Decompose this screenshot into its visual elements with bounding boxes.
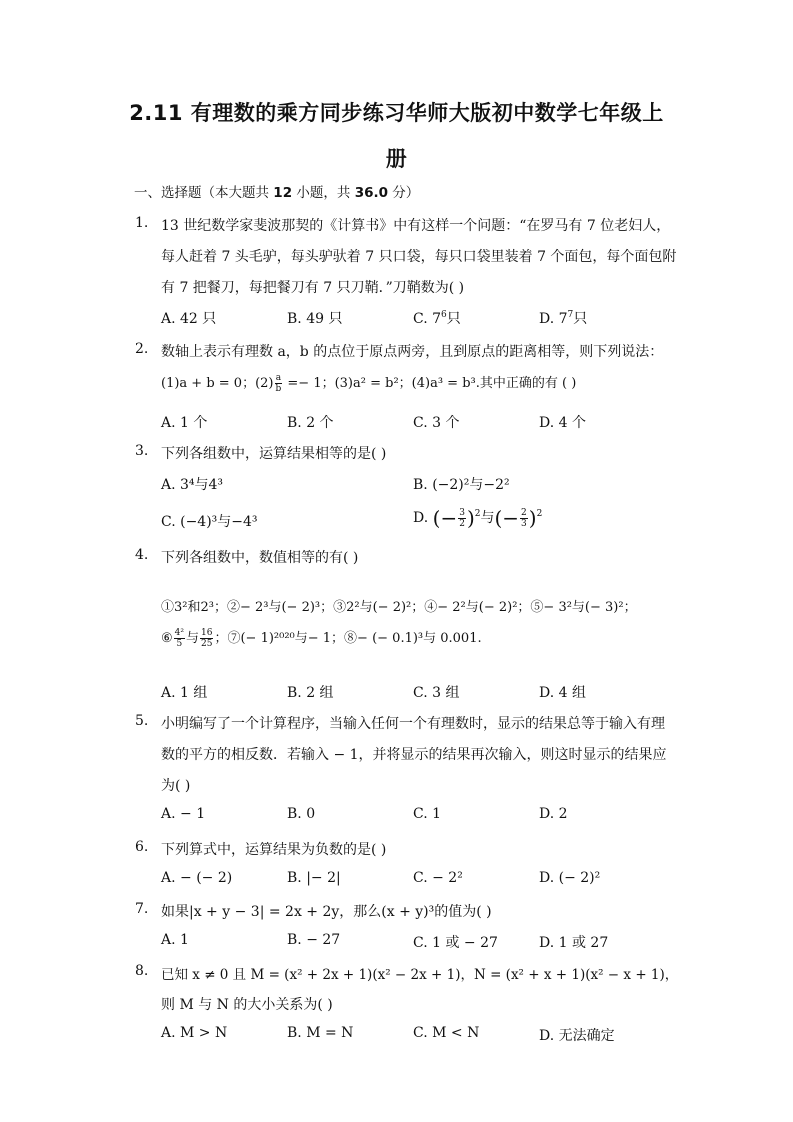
option-b: B. |− 2| [287, 870, 341, 886]
option-a: A. − 1 [161, 806, 206, 822]
question-count: 12 [273, 185, 293, 201]
option-a: A. 42 只 [161, 311, 217, 327]
option-d-label: D. [413, 510, 433, 526]
option-d: D. 4 组 [539, 685, 586, 701]
question-number: 4. [135, 547, 149, 563]
option-c: C. 1 或 − 27 [413, 935, 498, 951]
question-text-line: 有 7 把餐刀，每把餐刀有 7 只刀鞘．”刀鞘数为( ) [161, 280, 465, 296]
fraction-numerator: 3 [459, 507, 465, 518]
question-text-line: 下列各组数中，数值相等的有( ) [161, 550, 359, 566]
option-c: C. − 2² [413, 870, 463, 886]
option-d: D. 无法确定 [539, 1028, 615, 1044]
statement-4: (4)a³ = b³. [411, 376, 480, 391]
question-text-line: 每人赶着 7 头毛驴，每头驴驮着 7 只口袋，每只口袋里装着 7 个面包，每个面包附 [161, 249, 677, 265]
fraction-4sq-over-5 [174, 628, 185, 649]
statement-1: (1)a + b = 0； [161, 376, 256, 391]
section-heading [134, 181, 419, 201]
fraction-denominator: 25 [201, 639, 213, 649]
option-d [539, 308, 587, 328]
fraction-numerator: 2 [521, 507, 527, 518]
question-text-line: 为( ) [161, 778, 191, 794]
section-middle: 小题，共 [292, 185, 355, 201]
question-text-line: 已知 x ≠ 0 且 M = (x² + 2x + 1)(x² − 2x + 1)，N = (x² + x + 1)(x² − x + 1)， [161, 967, 679, 983]
option-d-exponent: 7 [567, 310, 574, 320]
option-c-unit: 只 [446, 311, 461, 327]
option-c: C. (−4)³与−4³ [161, 514, 258, 530]
question-number: 6. [135, 839, 149, 855]
option-d: D. 2 [539, 806, 568, 822]
question-number: 7. [135, 901, 149, 917]
option-b: B. 49 只 [287, 311, 343, 327]
question-text-line: 数轴上表示有理数 a，b 的点位于原点两旁，且到原点的距离相等，则下列说法： [161, 344, 664, 360]
option-b: B. − 27 [287, 932, 341, 948]
question-number: 8. [135, 963, 149, 979]
option-c: C. 3 组 [413, 685, 460, 701]
fraction-denominator: 2 [459, 518, 465, 529]
fraction-numerator: 16 [201, 628, 213, 638]
option-d: D. (− 2)² [539, 870, 601, 886]
option-c: C. 1 [413, 806, 442, 822]
option-a: A. − (− 2) [161, 870, 233, 886]
option-d-connector: 与 [480, 510, 495, 526]
question-text-line: 下列算式中，运算结果为负数的是( ) [161, 842, 387, 858]
statement-3: (3)a² = b²； [334, 376, 412, 391]
fraction-numerator: a [275, 373, 282, 383]
fraction-16-over-25 [200, 628, 213, 649]
option-c-exponent: 6 [441, 310, 447, 320]
question-text-line: 13 世纪数学家斐波那契的《计算书》中有这样一个问题：“在罗马有 7 位老妇人， [161, 218, 671, 234]
option-a: A. 1 个 [161, 415, 208, 431]
option-c [413, 308, 461, 328]
fraction-numerator: 4² [174, 628, 184, 638]
question-number: 2. [135, 341, 149, 357]
item-6-label: ⑥ [161, 631, 173, 646]
option-d: D. (− $\frac{3}{2}$ )$^2$与(− $\frac{2}{3}$ )$^2$ [413, 506, 543, 530]
option-a: A. 3⁴与4³ [161, 477, 224, 493]
option-d: D. 1 或 27 [539, 935, 609, 951]
option-a: A. 1 [161, 932, 189, 948]
fraction-denominator: 3 [521, 518, 527, 529]
option-c-base: C. 7 [413, 311, 442, 327]
question-text-line: 小明编写了一个计算程序，当输入任何一个有理数时，显示的结果总等于输入有理 [161, 716, 665, 732]
question-number: 3. [135, 443, 149, 459]
item-6-connector: 与 [186, 631, 200, 646]
total-score: 36.0 [354, 185, 388, 201]
option-a: A. M > N [161, 1025, 228, 1041]
section-suffix: 分） [388, 185, 420, 201]
statement-line: ①3²和2³；②− 2³与(− 2)³；③2²与(− 2)²；④− 2²与(− 2)²；⑤− 3²与(− 3)²； [161, 600, 637, 615]
question-text-line: 数的平方的相反数．若输入 − 1，并将显示的结果再次输入，则这时显示的结果应 [161, 747, 667, 763]
fraction-3-over-2 [458, 508, 466, 529]
statement-2-label: (2) [255, 376, 274, 391]
fraction-denominator: b [275, 384, 282, 394]
option-b: B. 0 [287, 806, 316, 822]
question-text-line: 如果|x + y − 3| = 2x + 2y，那么(x + y)³的值为( ) [161, 904, 492, 920]
items-7-8: ；⑦(− 1)²⁰²⁰与− 1；⑧− (− 0.1)³与 0.001. [214, 631, 482, 646]
fraction-denominator: 5 [176, 639, 183, 649]
statement-line [161, 372, 576, 394]
section-prefix: 一、选择题（本大题共 [134, 185, 274, 201]
option-b: B. M = N [287, 1025, 354, 1041]
option-d-unit: 只 [573, 311, 588, 327]
option-a: A. 1 组 [161, 685, 208, 701]
statement-tail: 其中正确的有 ( ) [479, 376, 577, 391]
question-text-line: 下列各组数中，运算结果相等的是( ) [161, 446, 387, 462]
fraction-2-over-3 [520, 508, 528, 529]
option-b: B. (−2)²与−2² [413, 477, 510, 493]
option-d-base: D. 7 [539, 311, 568, 327]
statement-line [161, 627, 482, 649]
document-title-line-2: 册 [385, 147, 408, 171]
option-d: D. 4 个 [539, 415, 586, 431]
option-c: C. M < N [413, 1025, 480, 1041]
question-number: 1. [135, 215, 149, 231]
fraction-a-over-b [275, 373, 283, 394]
statement-2-rest: =− 1； [283, 376, 335, 391]
question-text-line: 则 M 与 N 的大小关系为( ) [161, 997, 333, 1013]
question-number: 5. [135, 713, 149, 729]
document-title-line-1: 2.11 有理数的乘方同步练习华师大版初中数学七年级上 [129, 101, 664, 125]
option-b: B. 2 组 [287, 685, 334, 701]
option-b: B. 2 个 [287, 415, 334, 431]
option-c: C. 3 个 [413, 415, 460, 431]
